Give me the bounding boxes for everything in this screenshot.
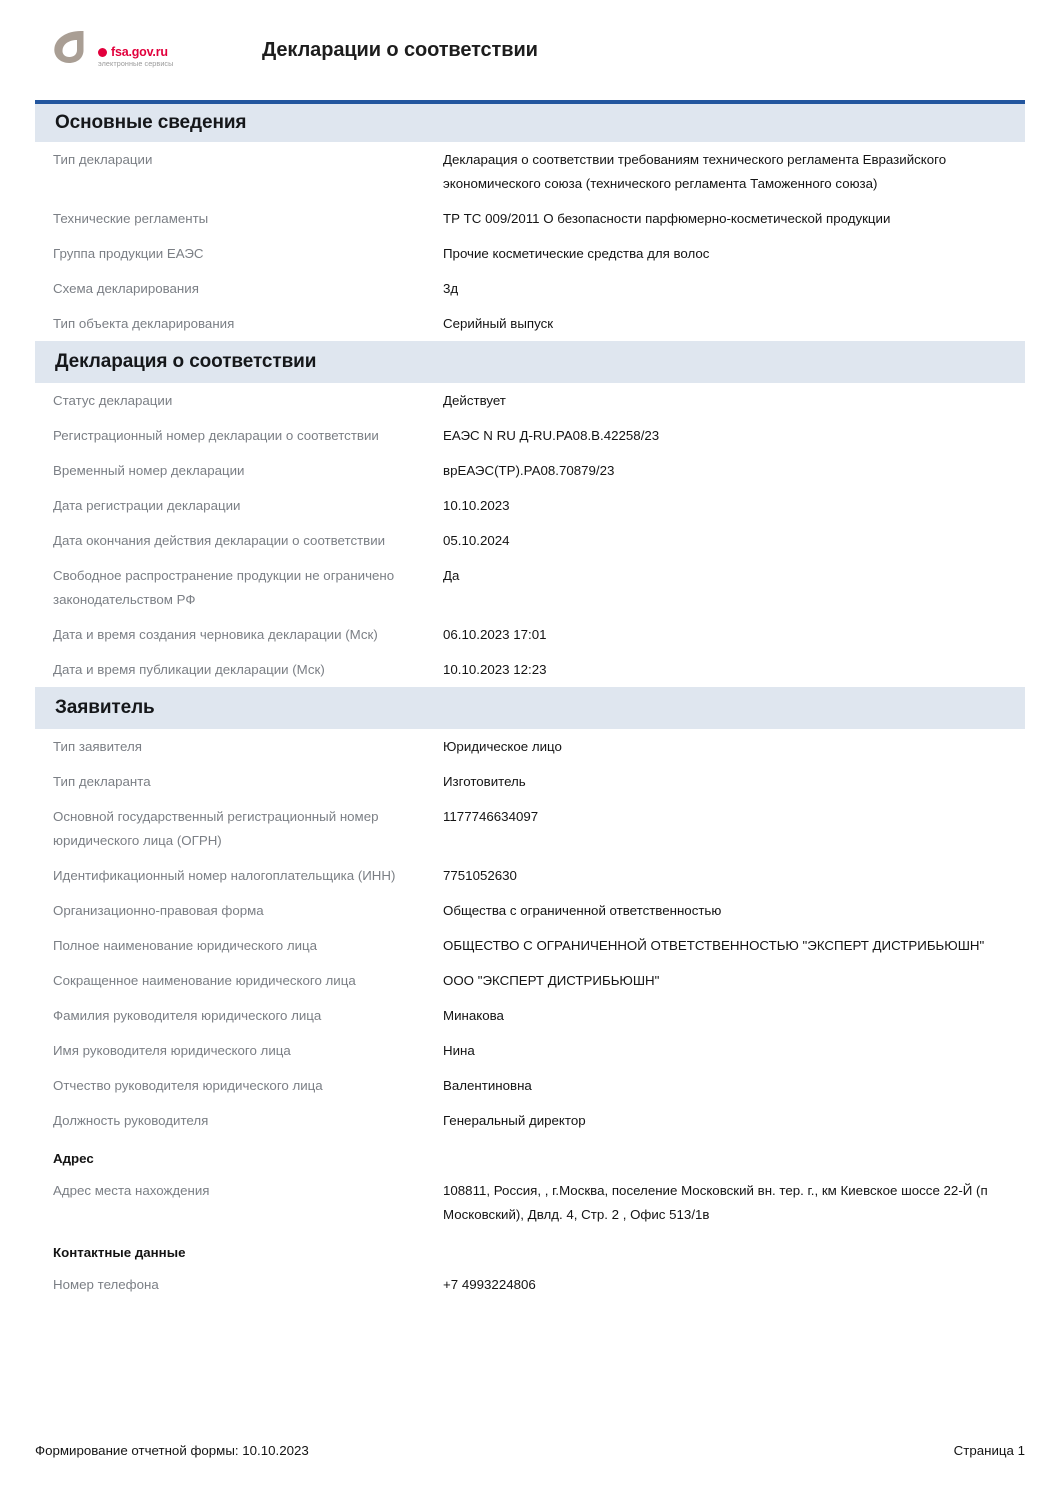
field-row [53, 523, 1007, 558]
logo-wordmark [98, 46, 173, 71]
field-label: Дата и время создания черновика декларации (Мск) [53, 627, 378, 642]
document-footer [0, 1443, 1060, 1458]
field-label: Дата регистрации декларации [53, 498, 241, 513]
field-value: 10.10.2023 12:23 [443, 662, 547, 677]
field-row [53, 1267, 1007, 1302]
field-value: Минакова [443, 1008, 504, 1023]
field-row [53, 201, 1007, 236]
field-label: Регистрационный номер декларации о соответствии [53, 428, 379, 443]
field-row [53, 963, 1007, 998]
red-dot-icon [98, 48, 107, 57]
field-label: Тип декларанта [53, 774, 151, 789]
field-label: Адрес места нахождения [53, 1183, 210, 1198]
field-value: Декларация о соответствии требованиям технического регламента Евразийского экономического союза (технического регламента Таможенного союза) [443, 152, 947, 191]
field-label: Полное наименование юридического лица [53, 938, 318, 953]
field-value: +7 4993224806 [443, 1277, 536, 1292]
field-row [53, 236, 1007, 271]
field-value: 1177746634097 [443, 809, 539, 824]
section-body-declaration [35, 383, 1025, 687]
field-row [53, 998, 1007, 1033]
field-label: Тип объекта декларирования [53, 316, 235, 331]
field-value: 108811, Россия, , г.Москва, поселение Московский вн. тер. г., км Киевское шоссе 22-Й (п Московский), Двлд. 4, Стр. 2 , Офис 513/1в [443, 1183, 988, 1222]
field-label: Тип заявителя [53, 739, 142, 754]
field-label: Группа продукции ЕАЭС [53, 246, 204, 261]
field-row [53, 729, 1007, 764]
field-value: Серийный выпуск [443, 316, 554, 331]
field-label: Фамилия руководителя юридического лица [53, 1008, 322, 1023]
field-label: Схема декларирования [53, 281, 199, 296]
group-subheading: Адрес [53, 1151, 94, 1166]
field-label: Номер телефона [53, 1277, 159, 1292]
field-label: Сокращенное наименование юридического лица [53, 973, 356, 988]
footer-page-number: Страница 1 [953, 1443, 1025, 1458]
field-label: Отчество руководителя юридического лица [53, 1078, 323, 1093]
field-label: Основной государственный регистрационный номер юридического лица (ОГРН) [53, 809, 379, 848]
logo-subtitle-text: электронные сервисы [98, 59, 174, 68]
field-label: Временный номер декларации [53, 463, 245, 478]
field-value: ООО "ЭКСПЕРТ ДИСТРИБЬЮШН" [443, 973, 660, 988]
section-basic-info [35, 100, 1025, 341]
field-value: Валентиновна [443, 1078, 532, 1093]
field-label: Технические регламенты [53, 211, 209, 226]
field-value: ТР ТС 009/2011 О безопасности парфюмерно-косметической продукции [443, 211, 891, 226]
field-row [53, 558, 1007, 617]
fsa-logo[interactable] [50, 29, 200, 71]
field-row [53, 799, 1007, 858]
field-value: Нина [443, 1043, 475, 1058]
field-label: Дата и время публикации декларации (Мск) [53, 662, 325, 677]
section-header-basic-info: Основные сведения [35, 100, 1025, 142]
section-declaration [35, 341, 1025, 687]
sections-container [0, 100, 1060, 1302]
letter-a-logo-icon [50, 29, 94, 71]
field-row [53, 893, 1007, 928]
field-row [53, 1068, 1007, 1103]
field-value: Изготовитель [443, 774, 526, 789]
document-header [0, 0, 1060, 100]
logo-domain-text: fsa.gov.ru [111, 45, 168, 59]
field-row [53, 617, 1007, 652]
field-value: врЕАЭС(ТР).РА08.70879/23 [443, 463, 615, 478]
section-applicant [35, 687, 1025, 1302]
field-label: Имя руководителя юридического лица [53, 1043, 291, 1058]
field-value: Генеральный директор [443, 1113, 586, 1128]
field-row [53, 488, 1007, 523]
field-label: Идентификационный номер налогоплательщика (ИНН) [53, 868, 396, 883]
page-title: Декларации о соответствии [262, 38, 538, 61]
field-row [53, 1103, 1007, 1138]
field-row [53, 142, 1007, 201]
field-value: 7751052630 [443, 868, 517, 883]
field-value: Прочие косметические средства для волос [443, 246, 710, 261]
field-value: 3д [443, 281, 459, 296]
group-subheading: Контактные данные [53, 1245, 186, 1260]
field-row [53, 453, 1007, 488]
field-label: Организационно-правовая форма [53, 903, 264, 918]
footer-generated-text: Формирование отчетной формы: 10.10.2023 [35, 1443, 309, 1458]
field-row [53, 858, 1007, 893]
field-value: Действует [443, 393, 506, 408]
field-value: 10.10.2023 [443, 498, 510, 513]
field-row [53, 271, 1007, 306]
field-row [53, 928, 1007, 963]
field-value: ОБЩЕСТВО С ОГРАНИЧЕННОЙ ОТВЕТСТВЕННОСТЬЮ "ЭКСПЕРТ ДИСТРИБЬЮШН" [443, 938, 985, 953]
field-label: Свободное распространение продукции не ограничено законодательством РФ [53, 568, 395, 607]
section-body-basic-info [35, 142, 1025, 341]
field-value: 06.10.2023 17:01 [443, 627, 547, 642]
section-body-applicant [35, 729, 1025, 1302]
field-row [53, 1033, 1007, 1068]
field-label: Тип декларации [53, 152, 153, 167]
field-row [53, 652, 1007, 687]
field-label: Дата окончания действия декларации о соответствии [53, 533, 386, 548]
field-row [53, 1173, 1007, 1232]
field-label: Статус декларации [53, 393, 173, 408]
field-row [53, 306, 1007, 341]
field-value: Общества с ограниченной ответственностью [443, 903, 722, 918]
field-value: 05.10.2024 [443, 533, 510, 548]
field-row [53, 764, 1007, 799]
field-row [53, 383, 1007, 418]
field-value: Да [443, 568, 460, 583]
section-header-declaration: Декларация о соответствии [35, 341, 1025, 383]
field-value: ЕАЭС N RU Д-RU.РА08.В.42258/23 [443, 428, 660, 443]
field-label: Должность руководителя [53, 1113, 209, 1128]
field-row [53, 418, 1007, 453]
section-header-applicant: Заявитель [35, 687, 1025, 729]
field-value: Юридическое лицо [443, 739, 562, 754]
